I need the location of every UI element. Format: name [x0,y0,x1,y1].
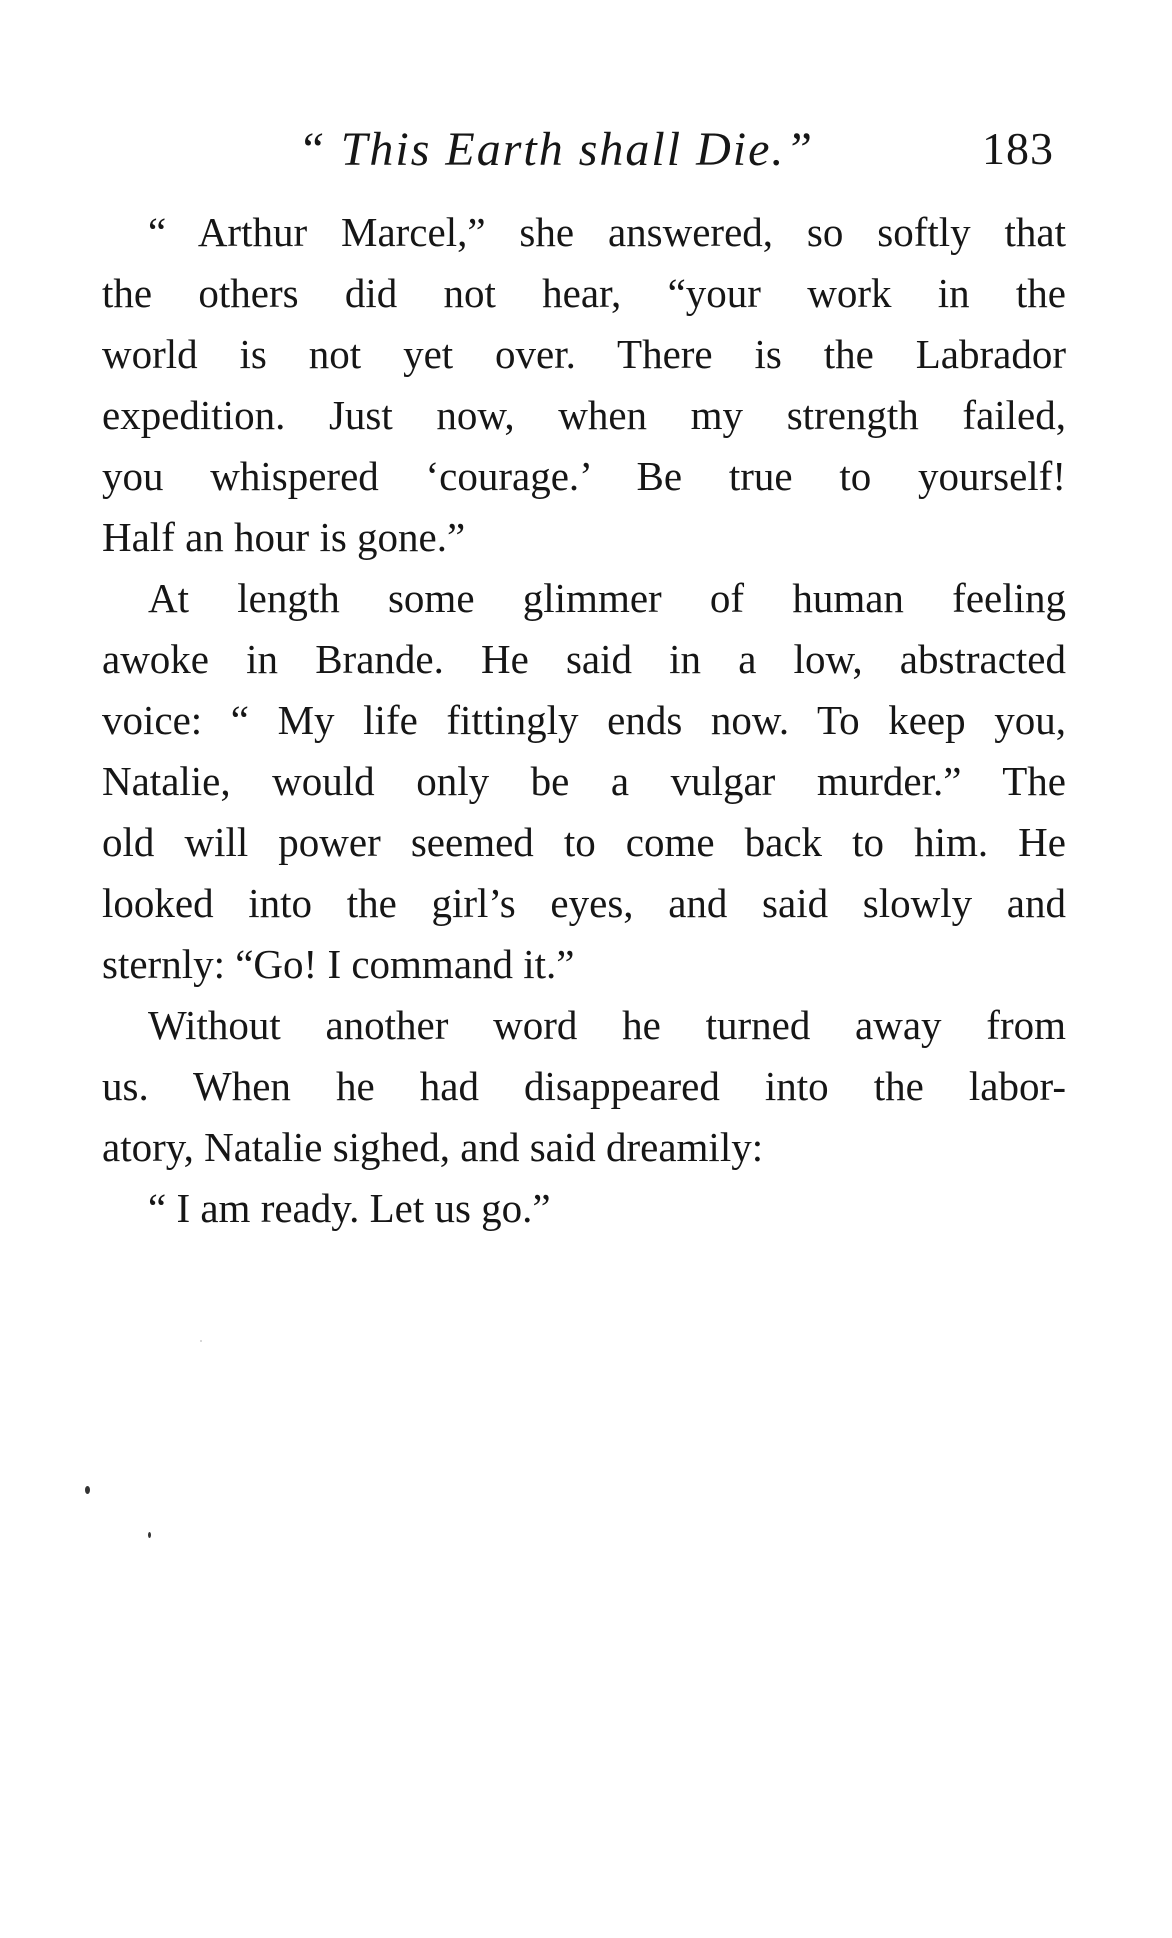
text-line: At length some glimmer of human feeling [148,575,1066,621]
text-line: atory, Natalie sighed, and said dreamily: [102,1124,764,1170]
text-line: voice: “ My life fittingly ends now. To keep you, [102,697,1066,743]
text-line: looked into the girl’s eyes, and said slowly and [102,880,1066,926]
text-line: Half an hour is gone.” [102,514,466,560]
text-line: “ Arthur Marcel,” she answered, so softly that [148,209,1066,255]
text-line: us. When he had disappeared into the labor- [102,1063,1066,1109]
text-line: Natalie, would only be a vulgar murder.” The [102,758,1066,804]
text-line: sternly: “Go! I command it.” [102,941,575,987]
text-line: world is not yet over. There is the Labrador [102,331,1066,377]
ink-speck [148,1532,151,1538]
text-line: awoke in Brande. He said in a low, abstracted [102,636,1066,682]
page-number: 183 [982,123,1054,174]
text-line: “ I am ready. Let us go.” [148,1185,551,1231]
text-line: old will power seemed to come back to him. He [102,819,1066,865]
text-line: expedition. Just now, when my strength failed, [102,392,1066,438]
running-head [100,122,1070,182]
text-line: you whispered ‘courage.’ Be true to yourself! [102,453,1066,499]
ink-speck [85,1486,90,1494]
ink-speck [200,1340,202,1342]
text-line: Without another word he turned away from [148,1002,1066,1048]
text-line: the others did not hear, “your work in the [102,270,1066,316]
body-text [102,202,1066,1239]
running-head-title: “ This Earth shall Die.” [298,123,815,176]
